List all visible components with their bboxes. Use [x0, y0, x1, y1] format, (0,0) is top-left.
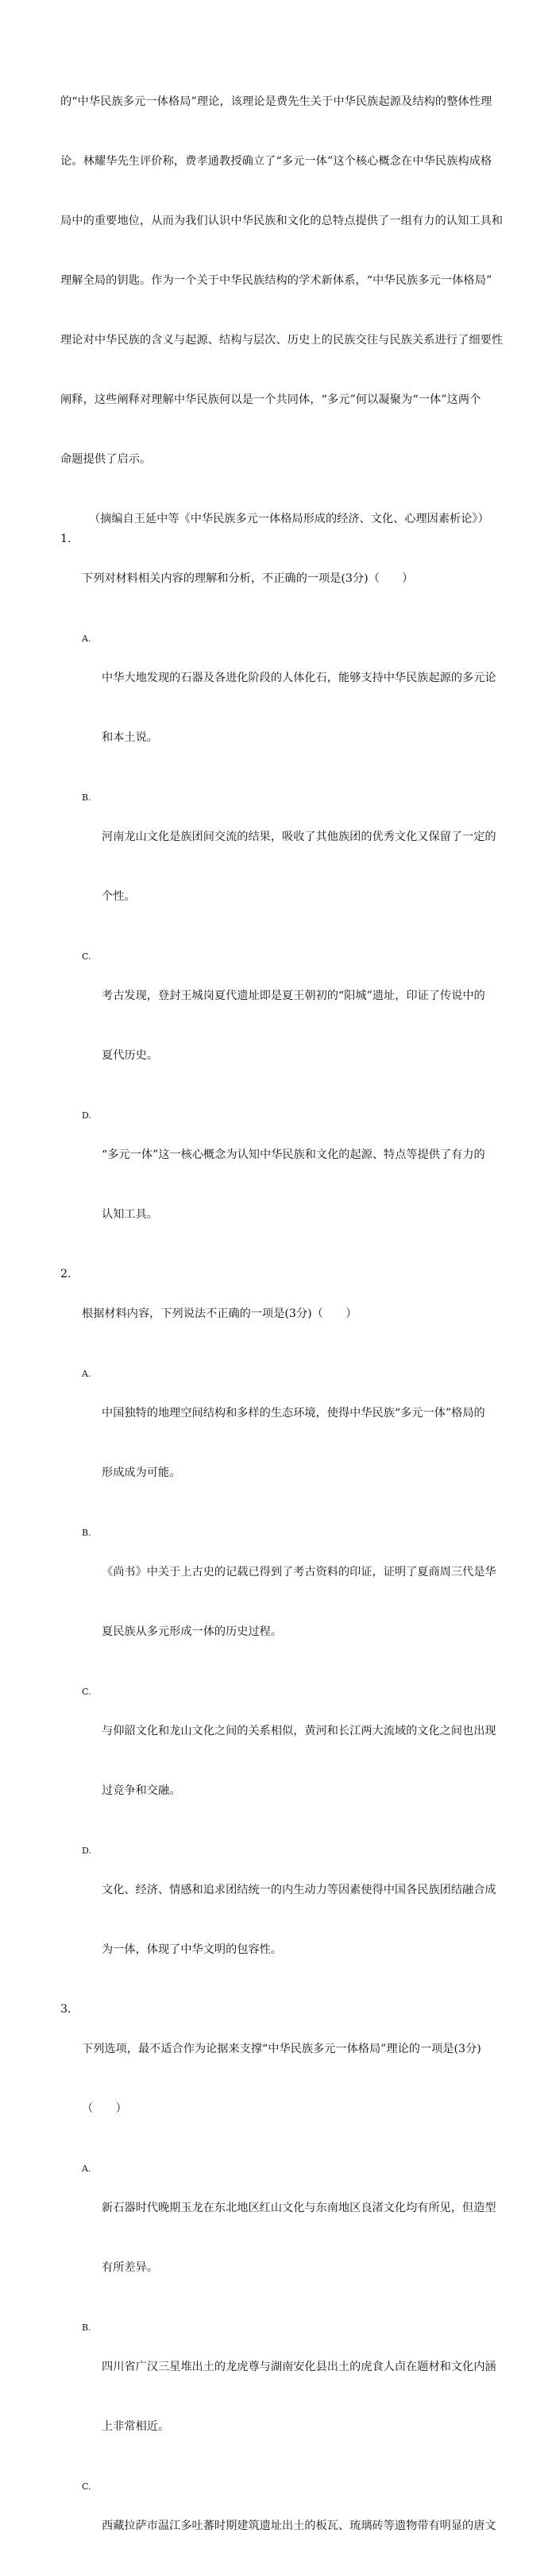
question-2	[60, 1265, 505, 2000]
option-letter: A.	[82, 633, 91, 644]
option-line: 中华大地发现的石器及各进化阶段的人体化石，能够支持中华民族起源的多元论	[102, 672, 496, 684]
option-text	[102, 1523, 505, 1682]
option-b[interactable]	[82, 2318, 505, 2477]
option-letter: B.	[82, 2322, 91, 2333]
question-stem	[82, 1265, 505, 1364]
question-3	[60, 2000, 505, 2576]
option-b[interactable]	[82, 788, 505, 947]
option-line: 中国独特的地理空间结构和多样的生态环境，使得中华民族“多元一体”格局的	[102, 1407, 485, 1420]
document-page	[60, 52, 505, 2576]
option-line: 考古发现，登封王城岗夏代遗址即是夏王朝初的“阳城”遗址，印证了传说中的	[102, 990, 485, 1002]
passage-line: 理解全局的钥匙。作为一个关于中华民族结构的学术新体系，“中华民族多元一体格局”	[60, 274, 492, 287]
passage-line: 命题提供了启示。	[60, 453, 152, 466]
option-line: 《尚书》中关于上古史的记载已得到了考古资料的印证，证明了夏商周三代是华	[102, 1566, 496, 1579]
option-text	[102, 2477, 505, 2576]
option-c[interactable]	[82, 947, 505, 1106]
option-line: 四川省广汉三星堆出土的龙虎尊与湖南安化县出土的虎食人卣在题材和文化内涵	[102, 2361, 496, 2373]
option-line: 文化、经济、情感和追求团结统一的内生动力等因素使得中国各民族团结融合成	[102, 1884, 496, 1896]
passage-line: 理论对中华民族的含义与起源、结构与层次、历史上的民族交往与民族关系进行了细要性	[60, 334, 504, 347]
question-number: 3.	[60, 2003, 71, 2016]
question-stem	[82, 2000, 505, 2159]
option-c[interactable]	[82, 1682, 505, 1841]
option-d[interactable]	[82, 1106, 505, 1265]
option-a[interactable]	[82, 1364, 505, 1523]
option-line: 上非常相近。	[102, 2420, 170, 2433]
option-text	[102, 1106, 505, 1265]
option-letter: D.	[82, 1110, 91, 1121]
question-stem-line: 根据材料内容，下列说法不正确的一项是(3分)（ ）	[82, 1307, 357, 1320]
option-line: 过竞争和交融。	[102, 1784, 181, 1797]
option-line: 有所差异。	[102, 2261, 158, 2274]
option-line: 认知工具。	[102, 1208, 158, 1221]
option-letter: D.	[82, 1846, 91, 1856]
option-line: 夏代历史。	[102, 1049, 158, 1062]
option-letter: A.	[82, 2163, 91, 2174]
option-a[interactable]	[82, 2159, 505, 2318]
option-text	[102, 629, 505, 788]
question-1	[60, 529, 505, 1265]
option-text	[102, 947, 505, 1106]
passage-line: 阐释，这些阐释对理解中华民族何以是一个共同体，“多元”何以凝聚为“一体”这两个	[60, 393, 481, 406]
option-text	[102, 1841, 505, 2000]
option-line: 夏民族从多元形成一体的历史过程。	[102, 1625, 283, 1638]
option-c[interactable]	[82, 2477, 505, 2576]
option-line: 河南龙山文化是族团间交流的结果，吸收了其他族团的优秀文化又保留了一定的	[102, 831, 496, 843]
option-line: 和本土说。	[102, 731, 158, 744]
passage-line: 论。林耀华先生评价称，费孝通教授确立了“多元一体”这个核心概念在中华民族构成格	[60, 155, 492, 168]
option-b[interactable]	[82, 1523, 505, 1682]
passage-paragraph	[60, 52, 505, 509]
option-text	[102, 1682, 505, 1841]
option-d[interactable]	[82, 1841, 505, 2000]
option-letter: C.	[82, 1687, 91, 1697]
option-text	[102, 1364, 505, 1523]
passage-line: 的“中华民族多元一体格局”理论，该理论是费先生关于中华民族起源及结构的整体性理	[60, 95, 492, 108]
question-stem-line: 下列选项，最不适合作为论据来支撑“中华民族多元一体格局”理论的一项是(3分)	[82, 2043, 481, 2055]
question-number: 1.	[60, 533, 71, 545]
option-line: 与仰韶文化和龙山文化之间的关系相似，黄河和长江两大流域的文化之间也出现	[102, 1725, 496, 1737]
option-letter: A.	[82, 1369, 91, 1379]
passage-line: 局中的重要地位，从而为我们认识中华民族和文化的总特点提供了一组有力的认知工具和	[60, 215, 504, 227]
option-text	[102, 2159, 505, 2318]
question-stem	[82, 529, 505, 629]
question-number: 2.	[60, 1268, 71, 1280]
option-letter: C.	[82, 951, 91, 962]
option-line: 形成成为可能。	[102, 1466, 181, 1479]
option-line: 个性。	[102, 890, 136, 903]
question-stem-line: （ ）	[82, 2102, 127, 2115]
option-letter: B.	[82, 792, 91, 803]
option-letter: C.	[82, 2481, 91, 2492]
option-line: 为一体，体现了中华文明的包容性。	[102, 1943, 283, 1956]
question-stem-line: 下列对材料相关内容的理解和分析，不正确的一项是(3分)（ ）	[82, 572, 414, 585]
passage-source: （摘编自王延中等《中华民族多元一体格局形成的经济、文化、心理因素析论》）	[89, 513, 489, 525]
option-a[interactable]	[82, 629, 505, 788]
option-line: 西藏拉萨市温江多吐蕃时期建筑遗址出土的板瓦、琉璃砖等遗物带有明显的唐文	[102, 2520, 496, 2532]
option-line: 新石器时代晚期玉龙在东北地区红山文化与东南地区良渚文化均有所见，但造型	[102, 2202, 496, 2214]
option-line: “多元一体”这一核心概念为认知中华民族和文化的起源、特点等提供了有力的	[102, 1149, 485, 1161]
option-text	[102, 2318, 505, 2477]
option-text	[102, 788, 505, 947]
option-letter: B.	[82, 1528, 91, 1538]
